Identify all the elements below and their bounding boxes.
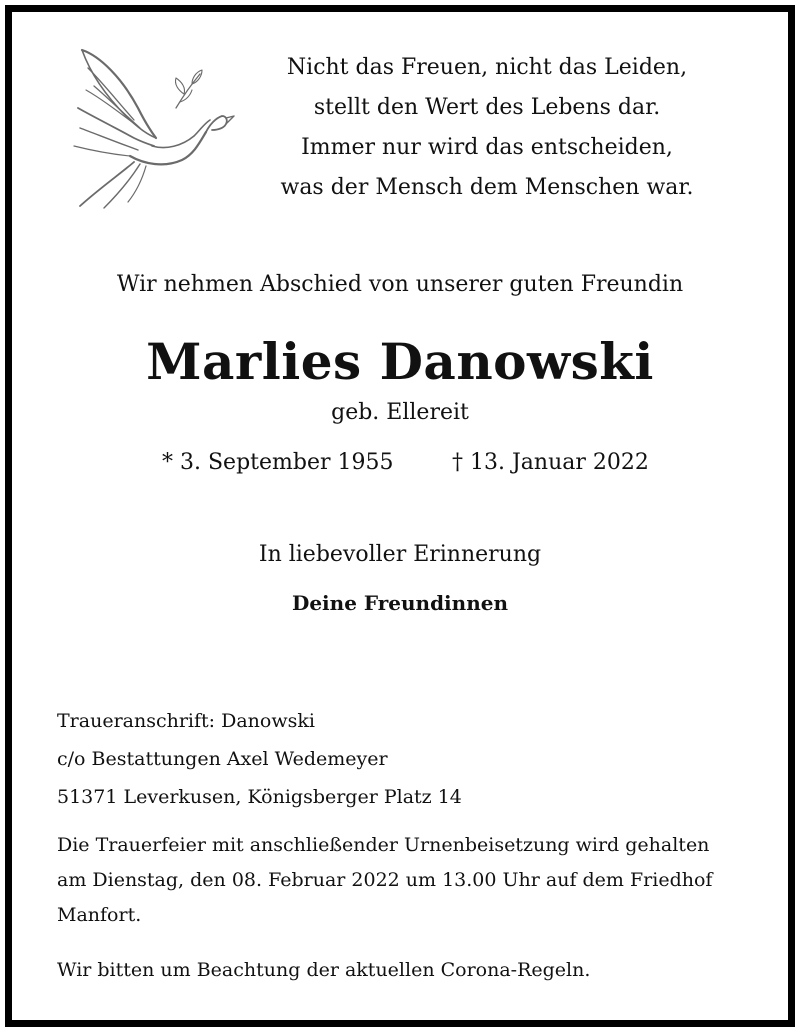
corona-note: Wir bitten um Beachtung der aktuellen Corona-Regeln. <box>57 959 591 981</box>
ceremony-info <box>57 828 747 933</box>
poem-line: Nicht das Freuen, nicht das Leiden, <box>286 55 688 80</box>
death-date: † 13. Januar 2022 <box>452 450 649 475</box>
ceremony-line: Die Trauerfeier mit anschließender Urnenbeisetzung wird gehalten <box>57 834 710 856</box>
address-line: 51371 Leverkusen, Königsberger Platz 14 <box>57 786 462 808</box>
memory-line: In liebevoller Erinnerung <box>258 542 542 567</box>
poem-line: was der Mensch dem Menschen war. <box>280 175 694 200</box>
mourning-address <box>57 702 462 816</box>
farewell-intro: Wir nehmen Abschied von unserer guten Freundin <box>116 272 684 297</box>
birth-date: * 3. September 1955 <box>162 450 394 475</box>
address-line: Traueranschrift: Danowski <box>57 710 315 732</box>
address-line: c/o Bestattungen Axel Wedemeyer <box>57 748 388 770</box>
deceased-name: Marlies Danowski <box>146 332 654 391</box>
poem <box>262 48 712 208</box>
dove-with-olive-branch-icon <box>60 38 240 218</box>
poem-line: Immer nur wird das entscheiden, <box>301 135 673 160</box>
ceremony-line: am Dienstag, den 08. Februar 2022 um 13.00 Uhr auf dem Friedhof <box>57 869 713 891</box>
maiden-name: geb. Ellereit <box>331 400 469 425</box>
signoff: Deine Freundinnen <box>291 591 508 615</box>
ceremony-line: Manfort. <box>57 904 142 926</box>
poem-line: stellt den Wert des Lebens dar. <box>313 95 661 120</box>
